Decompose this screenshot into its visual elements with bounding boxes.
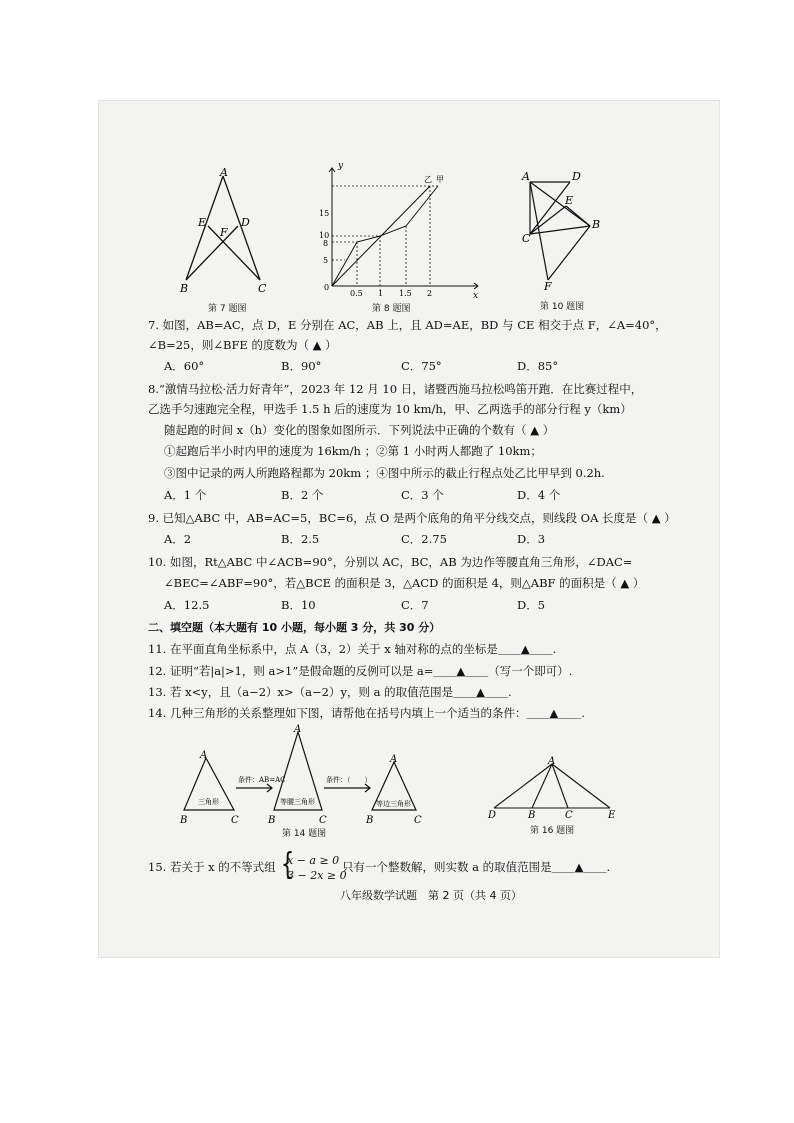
q7-line1: 7. 如图，AB=AC，点 D，E 分别在 AC，AB 上，且 AD=AE，BD 与 CE 相交于点 F，∠A=40°， bbox=[148, 318, 667, 332]
fig10-label-a: A bbox=[522, 170, 530, 183]
q9-line1: 9. 已知△ABC 中，AB=AC=5，BC=6，点 O 是两个底角的角平分线交点，则线段 OA 长度是（ ▲ ） bbox=[148, 511, 676, 525]
q9-option-a: A．2 bbox=[164, 532, 192, 546]
q8-option-a: A．1 个 bbox=[164, 488, 207, 502]
fig8-ytick-5: 5 bbox=[323, 256, 329, 265]
fig8-origin: 0 bbox=[324, 283, 330, 292]
q10-line1: 10. 如图，Rt△ABC 中∠ACB=90°，分别以 AC，BC，AB 为边作等腰直角三角形，∠DAC= bbox=[148, 555, 633, 569]
q15-row1: x − a ≥ 0 bbox=[287, 854, 340, 867]
fig7-label-f: F bbox=[220, 226, 228, 239]
figure-14 bbox=[176, 722, 436, 827]
fig14-tri1-a: A bbox=[200, 750, 208, 761]
q10-line2: ∠BEC=∠ABF=90°，若△BCE 的面积是 3，△ACD 的面积是 4，则△ABF 的面积是（ ▲ ） bbox=[164, 576, 645, 590]
fig14-tri1-text: 三角形 bbox=[198, 798, 219, 806]
q7-option-c: C．75° bbox=[401, 359, 442, 373]
figure-16-diagram bbox=[486, 756, 621, 818]
figure-10 bbox=[518, 168, 608, 293]
fig14-arrow1-label: 条件：AB=AC bbox=[238, 776, 286, 784]
fig14-tri3-text: 等边三角形 bbox=[376, 800, 411, 808]
q8-line5: ③图中记录的两人所跑路程都为 20km ；④图中所示的截止行程点处乙比甲早到 0.2h. bbox=[164, 466, 605, 480]
fig7-label-a: A bbox=[220, 168, 228, 179]
figure-8-graph bbox=[318, 160, 488, 300]
figure-7-caption: 第 7 题图 bbox=[208, 304, 247, 314]
q10-option-d: D．5 bbox=[517, 598, 546, 612]
fig7-label-b: B bbox=[180, 282, 189, 295]
fig14-tri1-b: B bbox=[180, 815, 188, 826]
fig10-label-c: C bbox=[522, 232, 531, 245]
q13: 13. 若 x<y，且（a−2）x>（a−2）y，则 a 的取值范围是＿＿▲＿＿. bbox=[148, 685, 512, 699]
fig14-arrow2-label: 条件：（ ） bbox=[326, 776, 372, 784]
q15-suffix: 只有一个整数解，则实数 a 的取值范围是＿＿▲＿＿. bbox=[342, 860, 611, 874]
q8-option-b: B．2 个 bbox=[281, 488, 324, 502]
fig7-label-c: C bbox=[258, 282, 267, 295]
fig8-xtick-15: 1.5 bbox=[399, 289, 412, 298]
q9-option-d: D．3 bbox=[517, 532, 546, 546]
fig14-tri3-a: A bbox=[390, 754, 398, 765]
q7-option-d: D．85° bbox=[517, 359, 559, 373]
q14: 14. 几种三角形的关系整理如下图，请帮他在括号内填上一个适当的条件：＿＿▲＿＿. bbox=[148, 706, 585, 720]
fig8-ytick-15: 15 bbox=[319, 209, 330, 218]
fig10-label-f: F bbox=[544, 280, 552, 293]
q7-option-b: B．90° bbox=[281, 359, 322, 373]
fig8-y-label: y bbox=[338, 161, 344, 171]
q9-option-c: C．2.75 bbox=[401, 532, 447, 546]
q11: 11. 在平面直角坐标系中，点 A（3，2）关于 x 轴对称的点的坐标是＿＿▲＿＿. bbox=[148, 642, 557, 656]
q15-brace-icon: { bbox=[280, 847, 295, 882]
figure-10-caption: 第 10 题图 bbox=[540, 302, 585, 312]
q15-inequality-system bbox=[287, 853, 347, 883]
fig10-label-e: E bbox=[565, 194, 574, 207]
q8-line1: 8.“激情马拉松·活力好青年”，2023 年 12 月 10 日，诸暨西施马拉松鸣笛开跑．在比赛过程中， bbox=[148, 382, 643, 396]
fig8-x-label: x bbox=[473, 291, 479, 300]
figure-16-caption: 第 16 题图 bbox=[530, 826, 575, 836]
q7-line2: ∠B=25，则∠BFE 的度数为（ ▲ ） bbox=[148, 338, 337, 352]
q15-row2: 3 − 2x ≥ 0 bbox=[287, 869, 347, 882]
q10-option-b: B．10 bbox=[281, 598, 316, 612]
fig16-label-a: A bbox=[548, 756, 556, 767]
figure-14-caption: 第 14 题图 bbox=[282, 829, 327, 839]
q8-option-d: D．4 个 bbox=[517, 488, 561, 502]
yi-line bbox=[332, 186, 430, 286]
q8-line4: ①起跑后半小时内甲的速度为 16km/h ；②第 1 小时两人都跑了 10km； bbox=[164, 444, 542, 458]
fig16-label-c: C bbox=[565, 810, 573, 818]
fig7-label-d: D bbox=[241, 216, 250, 229]
fig14-tri2-text: 等腰三角形 bbox=[280, 798, 315, 806]
fig14-tri3-b: B bbox=[366, 815, 374, 826]
q15-prefix: 15. 若关于 x 的不等式组 bbox=[148, 860, 276, 874]
fig8-xtick-05: 0.5 bbox=[350, 289, 363, 298]
fig14-tri2-c: C bbox=[319, 815, 327, 826]
figure-7 bbox=[178, 168, 273, 296]
q10-option-c: C．7 bbox=[401, 598, 429, 612]
section-2-heading: 二、填空题（本大题有 10 小题，每小题 3 分，共 30 分） bbox=[148, 621, 441, 634]
fig16-label-b: B bbox=[528, 810, 536, 818]
q7-option-a: A．60° bbox=[164, 359, 205, 373]
fig8-ytick-10: 10 bbox=[319, 231, 330, 240]
figure-16 bbox=[486, 756, 621, 818]
fig8-xtick-2: 2 bbox=[427, 289, 433, 298]
fig14-tri3-c: C bbox=[414, 815, 422, 826]
jia-line bbox=[332, 186, 438, 286]
q8-option-c: C．3 个 bbox=[401, 488, 444, 502]
q8-line2: 乙选手匀速跑完全程，甲选手 1.5 h 后的速度为 10 km/h，甲、乙两选手的部分行程 y（km） bbox=[148, 402, 632, 416]
fig8-ytick-8: 8 bbox=[323, 239, 329, 248]
figure-8-caption: 第 8 题图 bbox=[372, 304, 411, 314]
fig14-tri2-a: A bbox=[294, 724, 302, 735]
fig16-label-e: E bbox=[608, 810, 616, 818]
fig8-series-yi: 乙 bbox=[424, 175, 432, 184]
fig10-label-b: B bbox=[592, 218, 601, 231]
figure-14-diagram bbox=[176, 722, 436, 827]
fig14-tri2-b: B bbox=[268, 815, 276, 826]
fig14-tri1-c: C bbox=[231, 815, 239, 826]
figure-10-diagram bbox=[518, 168, 608, 293]
figure-8 bbox=[318, 160, 488, 300]
fig8-xtick-1: 1 bbox=[378, 289, 384, 298]
q9-option-b: B．2.5 bbox=[281, 532, 320, 546]
fig7-label-e: E bbox=[198, 216, 207, 229]
figure-7-diagram bbox=[178, 168, 273, 296]
fig16-label-d: D bbox=[488, 810, 497, 818]
q10-option-a: A．12.5 bbox=[164, 598, 210, 612]
fig10-label-d: D bbox=[572, 170, 581, 183]
q12: 12. 证明“若|a|>1，则 a>1”是假命题的反例可以是 a=＿＿▲＿＿（写一个即可）. bbox=[148, 664, 573, 678]
q8-line3: 随起跑的时间 x（h）变化的图象如图所示．下列说法中正确的个数有（ ▲ ） bbox=[164, 423, 555, 437]
fig8-series-jia: 甲 bbox=[436, 175, 444, 184]
page-footer: 八年级数学试题 第 2 页（共 4 页） bbox=[340, 889, 522, 902]
